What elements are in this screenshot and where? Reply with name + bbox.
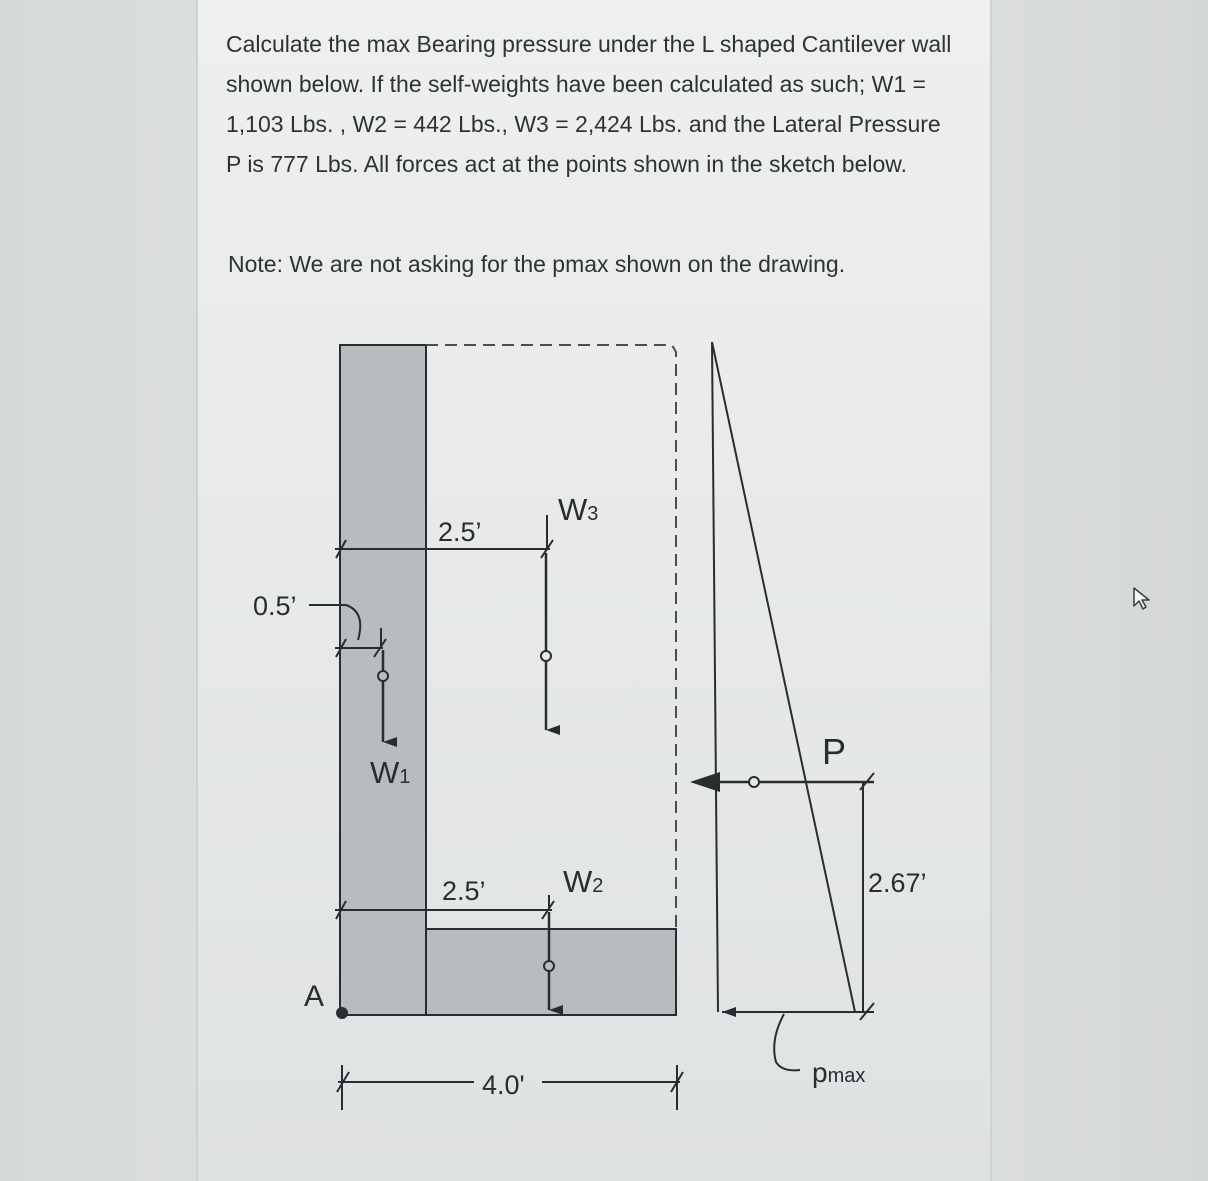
dim-base-label: 4.0': [482, 1070, 525, 1100]
p-label: P: [822, 731, 847, 772]
w1-label: W1: [370, 755, 411, 790]
point-a-marker: [336, 1007, 348, 1019]
dim-bottom-label: 2.5’: [442, 876, 486, 906]
p-force-arrowhead: [690, 772, 720, 792]
w2-centroid: [544, 961, 554, 971]
pressure-diagram-hypotenuse: [712, 342, 855, 1012]
question-text: Calculate the max Bearing pressure under the L shaped Cantilever wall shown below. If the self-weights have been calculated as such; W1 = 1,103 Lbs. , W2 = 442 Lbs., W3 = 2,424 Lbs. and the Lateral Pressure P is 777 Lbs. All forces act at the points shown in the sketch below.: [226, 31, 952, 177]
point-a-label: A: [304, 980, 325, 1013]
w3-centroid: [541, 651, 551, 661]
pmax-leader: [774, 1014, 800, 1070]
wall-base-heel: [426, 929, 676, 1015]
dim-top-label: 2.5’: [438, 517, 482, 547]
p-centroid: [749, 777, 759, 787]
question-note: Note: We are not asking for the pmax shown on the drawing.: [228, 251, 846, 277]
pressure-diagram-vertical: [712, 342, 718, 1012]
soil-dashed-outline: [426, 345, 676, 929]
pmax-label: pmax: [812, 1057, 866, 1088]
mouse-pointer-icon: [1130, 586, 1156, 612]
w1-centroid: [378, 671, 388, 681]
w2-label: W2: [563, 864, 604, 899]
pressure-base-arrowhead: [722, 1007, 736, 1017]
w3-label: W3: [558, 492, 599, 527]
dim-height-label: 2.67’: [868, 868, 927, 898]
dim-stem-label: 0.5’: [253, 591, 297, 621]
